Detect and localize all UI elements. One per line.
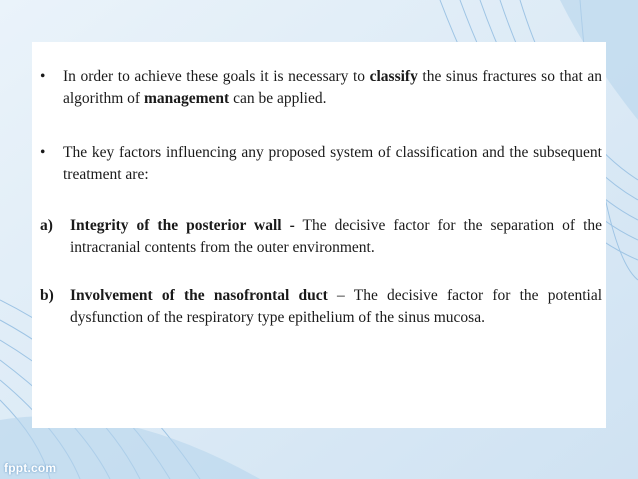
list-text: Integrity of the posterior wall - The decisive factor for the separation of the intracranial contents from the outer environment. — [70, 217, 603, 256]
bullet-item-classify — [40, 66, 602, 110]
list-marker: a) — [40, 217, 53, 234]
list-item-posterior-wall — [40, 215, 602, 259]
list-item-nasofrontal-duct — [40, 285, 602, 329]
bold-term-classify: classify — [369, 68, 418, 85]
bullet-text: In order to achieve these goals it is necessary to classify the sinus fractures so that an algorithm of management can be applied. — [63, 68, 602, 107]
bold-heading: Integrity of the posterior wall - — [70, 217, 295, 234]
bold-term-management: management — [143, 90, 230, 107]
list-text: Involvement of the nasofrontal duct – The decisive factor for the potential dysfunction of the respiratory type epithelium of the sinus mucosa. — [70, 287, 602, 326]
bullet-marker: • — [40, 68, 46, 85]
bullet-text: The key factors influencing any proposed system of classification and the subsequent treatment are: — [63, 144, 602, 183]
watermark-logo: fppt.com — [4, 461, 57, 475]
bold-heading: Involvement of the nasofrontal duct — [70, 287, 328, 304]
bullet-marker: • — [40, 144, 46, 161]
list-marker: b) — [40, 287, 54, 304]
bullet-item-key-factors — [40, 142, 602, 186]
